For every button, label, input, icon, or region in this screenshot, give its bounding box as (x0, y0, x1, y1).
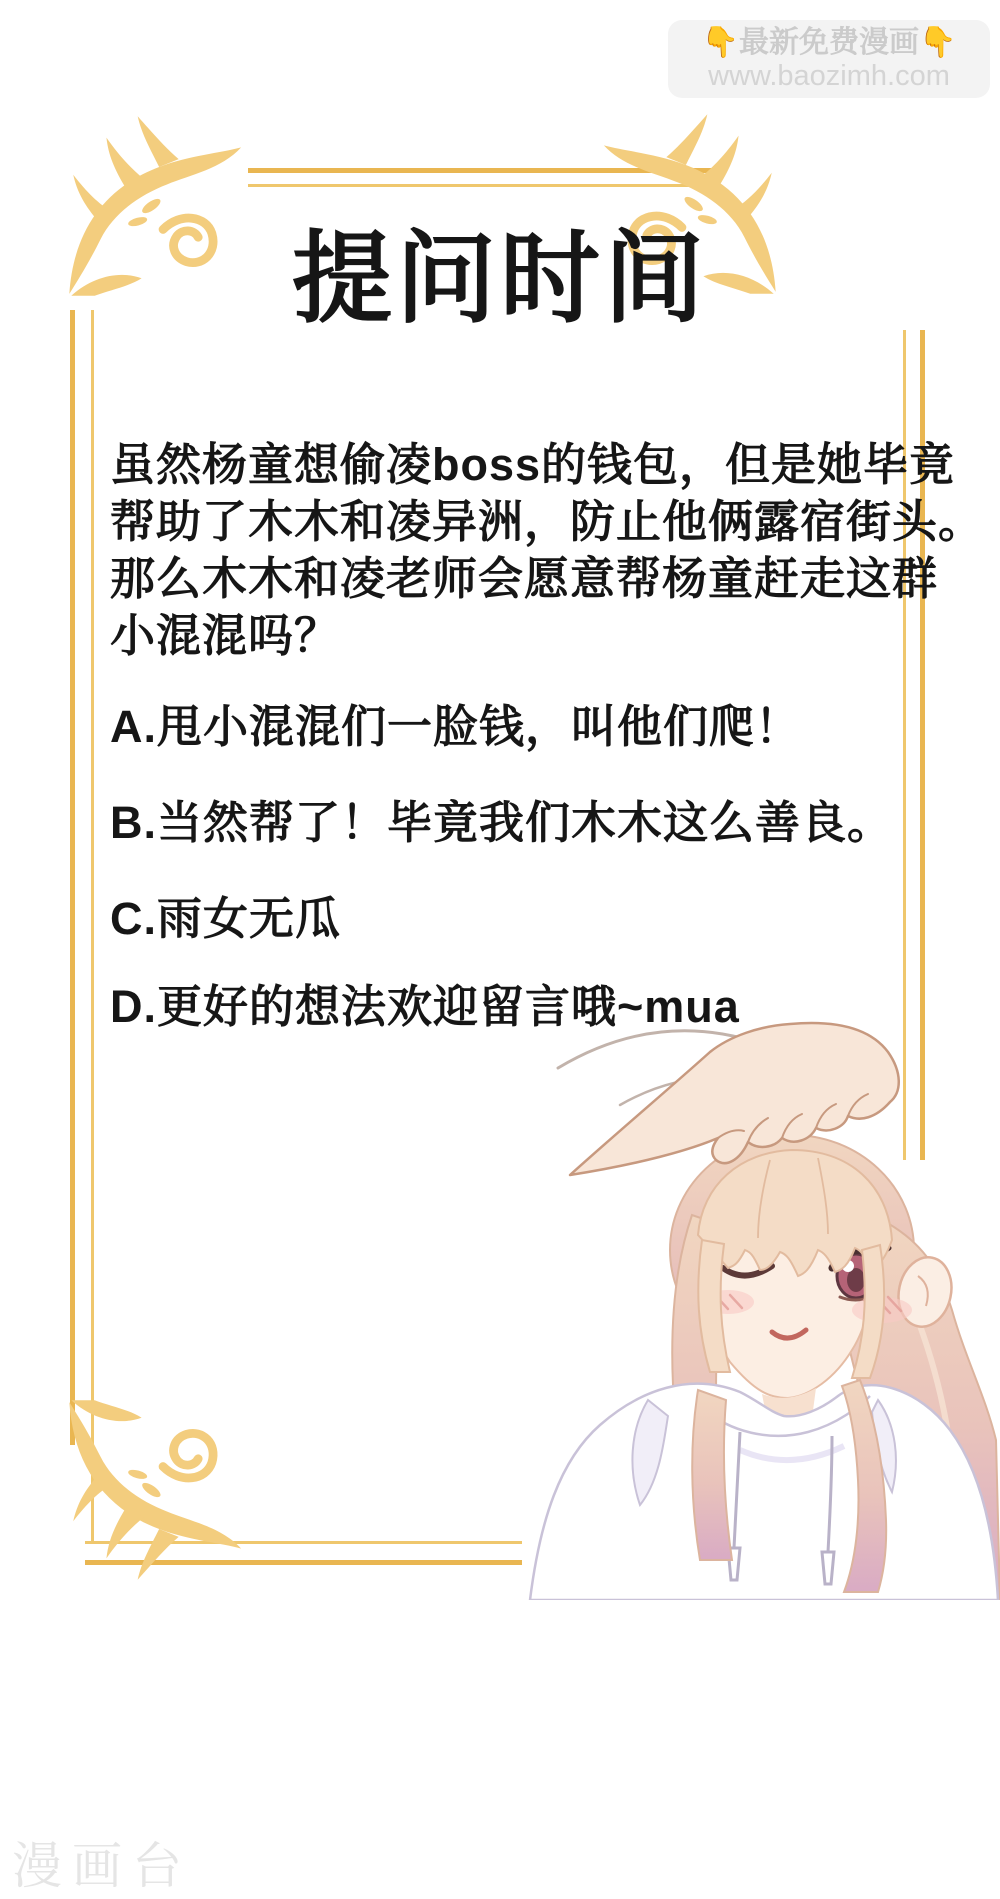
frame-left-outer-line (70, 310, 75, 1445)
question-line: 那么木木和凌老师会愿意帮杨童赶走这群 (110, 553, 939, 604)
option-a (110, 690, 801, 755)
option-b (110, 786, 893, 851)
option-b-text: 当然帮了！毕竟我们木木这么善良。 (157, 797, 894, 848)
hand-pointing-down-icon: 👇 (919, 25, 957, 59)
option-d-label: D. (110, 981, 157, 1032)
question-line: 小混混吗？ (110, 610, 341, 661)
option-c-text: 雨女无瓜 (157, 893, 342, 944)
option-a-label: A. (110, 701, 157, 752)
option-a-text: 甩小混混们一脸钱，叫他们爬！ (157, 701, 802, 752)
girl-headpat-illustration (440, 1000, 1000, 1600)
question-paragraph (110, 436, 984, 664)
option-d-text: 更好的想法欢迎留言哦~mua (157, 981, 740, 1032)
option-c (110, 882, 341, 947)
girl-hoodie (530, 1384, 998, 1600)
option-c-label: C. (110, 893, 157, 944)
promo-site-url: www.baozimh.com (708, 59, 950, 92)
question-line: 帮助了木木和凌异洲，防止他俩露宿街头。 (110, 496, 985, 547)
corner-flourish-icon (42, 1392, 247, 1588)
promo-label: 最新免费漫画 (739, 25, 919, 59)
hand-pointing-down-icon: 👇 (701, 25, 739, 59)
page-title: 提问时间 (292, 223, 708, 335)
footer-watermark: 漫画台 (12, 1838, 192, 1894)
option-d (110, 970, 740, 1035)
option-b-label: B. (110, 797, 157, 848)
promo-text (702, 26, 957, 60)
promo-watermark (668, 20, 990, 98)
question-line: 虽然杨童想偷凌boss的钱包，但是她毕竟 (110, 439, 956, 490)
frame-left-inner-line (91, 310, 94, 1543)
